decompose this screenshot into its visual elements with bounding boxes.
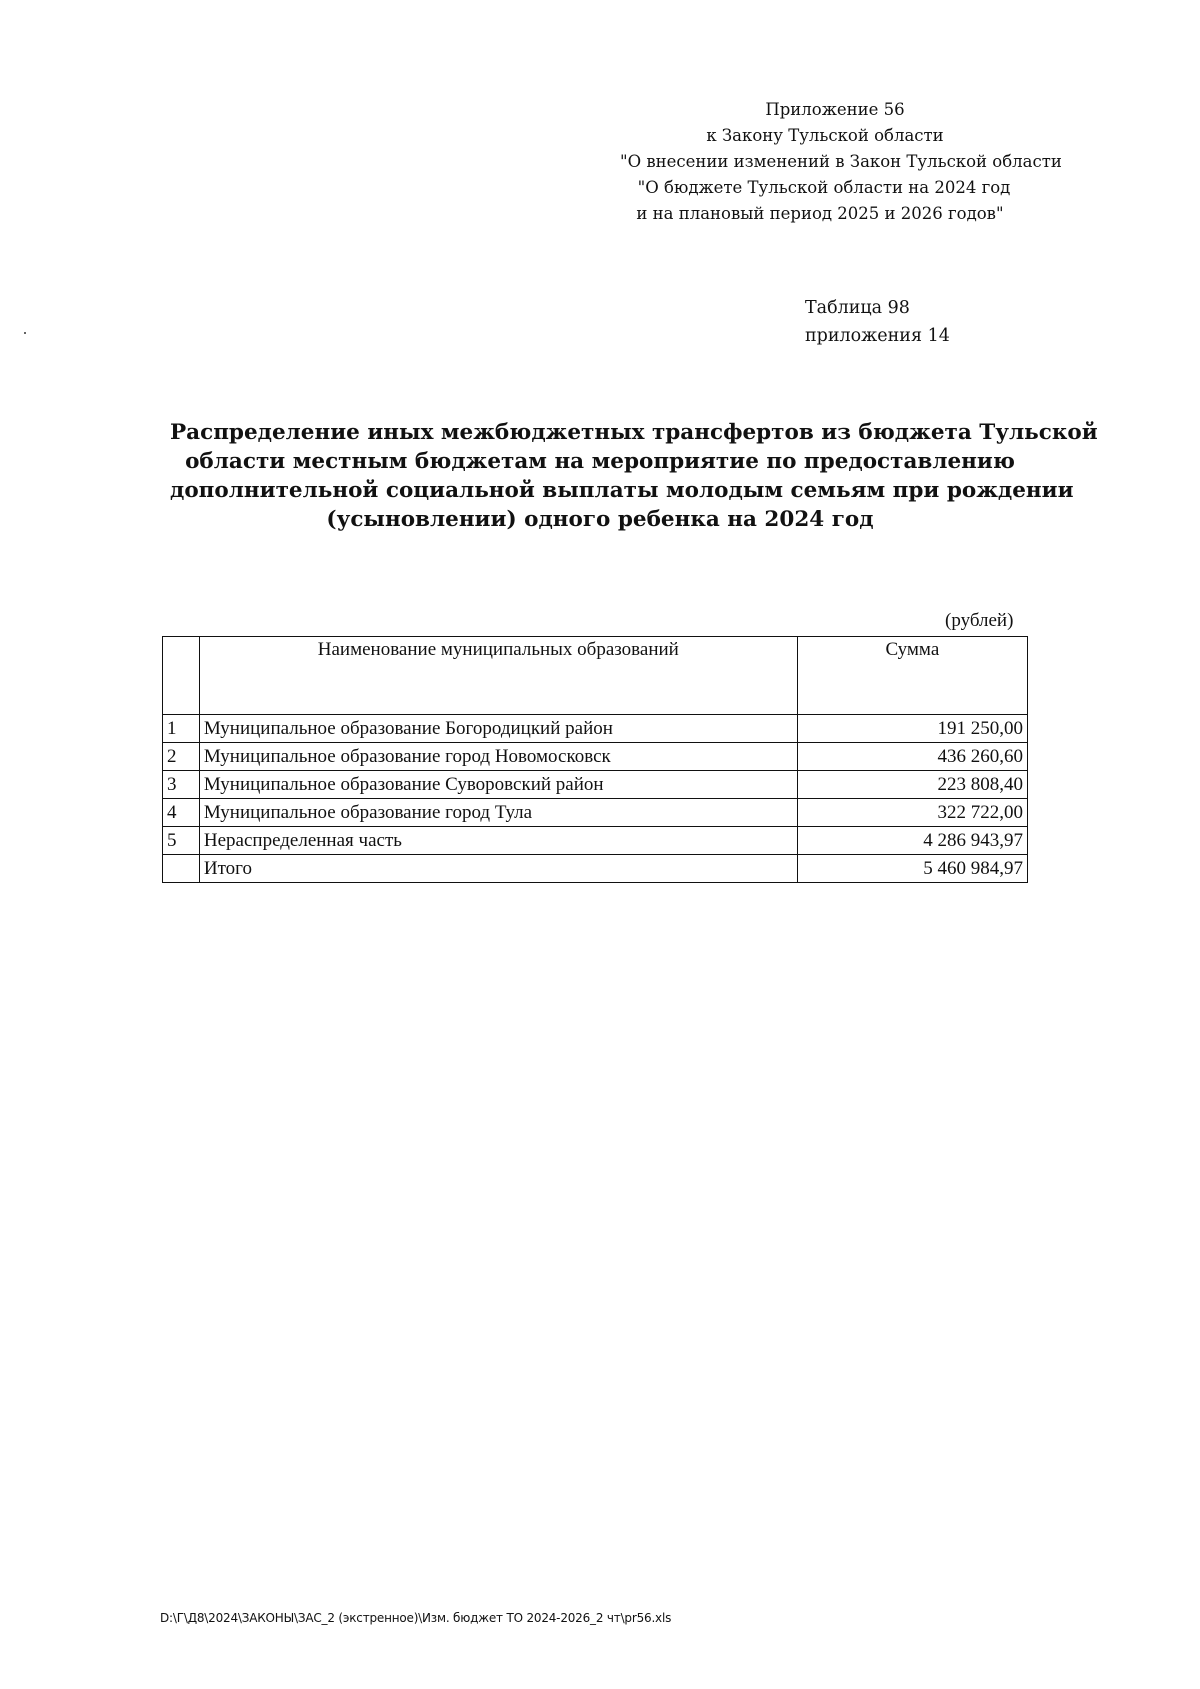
appendix-law: к Закону Тульской области: [706, 126, 944, 145]
row-num: 5: [163, 827, 200, 855]
total-num: [163, 855, 200, 883]
table-total-row: [163, 855, 1028, 883]
row-name: Муниципальное образование Суворовский район: [199, 771, 797, 799]
title-line-4: (усыновлении) одного ребенка на 2024 год: [326, 507, 874, 532]
title-line-2: области местным бюджетам на мероприятие по предоставлению: [185, 449, 1015, 474]
table-row: [163, 799, 1028, 827]
row-name: Муниципальное образование город Тула: [199, 799, 797, 827]
row-sum: 322 722,00: [797, 799, 1027, 827]
row-name: Нераспределенная часть: [199, 827, 797, 855]
header-sum: Сумма: [797, 637, 1027, 715]
header-name: Наименование муниципальных образований: [199, 637, 797, 715]
row-name: Муниципальное образование город Новомосковск: [199, 743, 797, 771]
scan-dot: [24, 332, 26, 334]
table-row: [163, 771, 1028, 799]
appendix-law-amend: "О внесении изменений в Закон Тульской области: [620, 152, 1062, 171]
total-label: Итого: [199, 855, 797, 883]
row-sum: 191 250,00: [797, 715, 1027, 743]
title-line-3: дополнительной социальной выплаты молодым семьям при рождении: [170, 478, 1074, 503]
table-number: Таблица 98: [805, 298, 910, 318]
row-sum: 436 260,60: [797, 743, 1027, 771]
appendix-header: [600, 97, 1062, 227]
document-title: [170, 418, 1098, 534]
appendix-planning-period: и на плановый период 2025 и 2026 годов": [636, 204, 1004, 223]
row-num: 4: [163, 799, 200, 827]
table-appendix: приложения 14: [805, 326, 950, 346]
appendix-budget-year: "О бюджете Тульской области на 2024 год: [637, 178, 1011, 197]
distribution-table: [162, 636, 1028, 883]
units-label: (рублей): [945, 610, 1014, 631]
total-sum: 5 460 984,97: [797, 855, 1027, 883]
table-row: [163, 827, 1028, 855]
table-row: [163, 715, 1028, 743]
file-path-footer: D:\Г\Д8\2024\ЗАКОНЫ\ЗАС_2 (экстренное)\Изм. бюджет ТО 2024-2026_2 чт\pr56.xls: [160, 1611, 672, 1625]
row-num: 1: [163, 715, 200, 743]
row-sum: 4 286 943,97: [797, 827, 1027, 855]
header-num: [163, 637, 200, 715]
title-line-1: Распределение иных межбюджетных трансфертов из бюджета Тульской: [170, 420, 1098, 445]
row-num: 2: [163, 743, 200, 771]
row-sum: 223 808,40: [797, 771, 1027, 799]
row-name: Муниципальное образование Богородицкий район: [199, 715, 797, 743]
appendix-number: Приложение 56: [765, 100, 905, 119]
row-num: 3: [163, 771, 200, 799]
table-header-row: [163, 637, 1028, 715]
table-row: [163, 743, 1028, 771]
table-reference: [805, 294, 950, 350]
